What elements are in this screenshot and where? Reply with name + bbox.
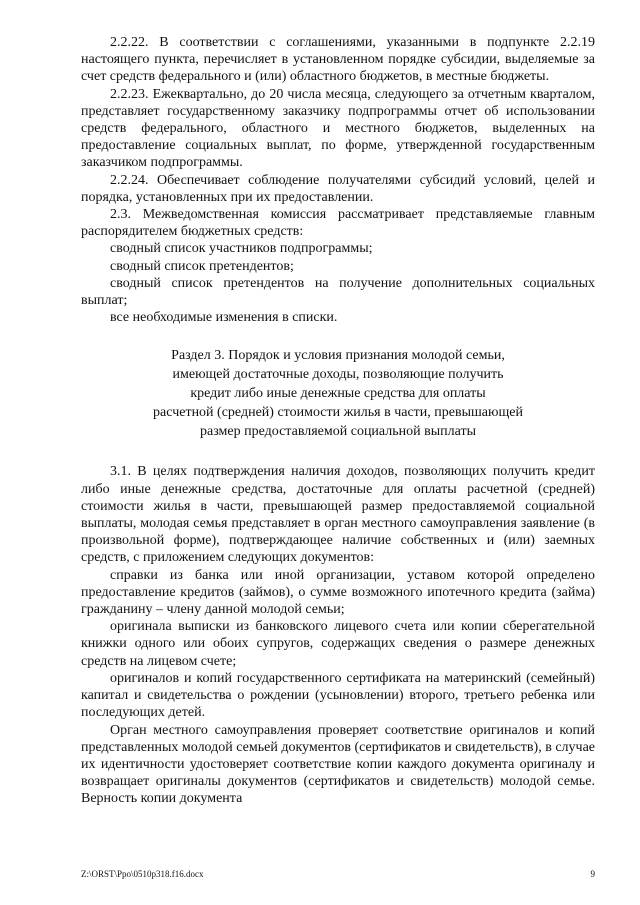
page-number: 9 bbox=[590, 869, 595, 879]
list-item-changes: все необходимые изменения в списки. bbox=[110, 310, 338, 326]
heading-line: размер предоставляемой социальной выплаты bbox=[199, 424, 476, 440]
list-item-maternity-capital: оригиналов и копий государственного сертификата на материнский (семейный) капитал и свидетельства о рождении (усыновлении) второго, третьего ребенка или последующих детей. bbox=[81, 670, 595, 721]
heading-line: кредит либо иные денежные средства для оплаты bbox=[190, 386, 486, 402]
paragraph-2-2-22: 2.2.22. В соответствии с соглашениями, указанными в подпункте 2.2.19 настоящего пункта, перечисляет в установленном порядке субсидии, выделяемые за счет средств федерального и (или) областного бюджетов, в местные бюджеты. bbox=[81, 35, 595, 85]
paragraph-3-1: 3.1. В целях подтверждения наличия доходов, позволяющих получить кредит либо иные денежные средства, достаточные для оплаты расчетной (средней) стоимости жилья в части, превышающей размер предоставляемой социальной выплаты, молодая семья представляет в орган местного самоуправления заявление (в произвольной форме), подтверждающее наличие собственных и (или) заемных средств, с приложением следующих документов: bbox=[81, 464, 595, 566]
heading-line: имеющей достаточные доходы, позволяющие получить bbox=[172, 367, 504, 383]
paragraph-2-2-24: 2.2.24. Обеспечивает соблюдение получателями субсидий условий, целей и порядка, установленных при их предоставлении. bbox=[81, 172, 595, 205]
list-item-account-statement: оригинала выписки из банковского лицевого счета или копии сберегательной книжки одного или обоих супругов, содержащих сведения о размере денежных средств на лицевом счете; bbox=[81, 619, 595, 669]
list-item-participants: сводный список участников подпрограммы; bbox=[110, 241, 373, 257]
list-item-bank-certificate: справки из банка или иной организации, уставом которой определено предоставление кредитов (займов), о сумме возможного ипотечного кредита (займа) гражданину – члену данной молодой семьи; bbox=[81, 567, 595, 618]
footer-file-path: Z:\ORST\Ppo\0510p318.f16.docx bbox=[81, 869, 204, 879]
paragraph-2-2-23: 2.2.23. Ежеквартально, до 20 числа месяца, следующего за отчетным кварталом, представляет государственному заказчику подпрограммы отчет об использовании средств федерального, областного и местного бюджетов, выделенных на предоставление социальных выплат, по форме, утвержденной государственным заказчиком подпрограммы. bbox=[81, 86, 595, 171]
heading-line: Раздел 3. Порядок и условия признания молодой семьи, bbox=[171, 348, 505, 364]
heading-line: расчетной (средней) стоимости жилья в части, превышающей bbox=[153, 405, 523, 421]
list-item-additional-payments: сводный список претендентов на получение дополнительных социальных выплат; bbox=[81, 275, 595, 309]
document-body bbox=[81, 34, 595, 808]
section-3-heading bbox=[81, 346, 595, 441]
list-item-applicants: сводный список претендентов; bbox=[110, 258, 294, 274]
paragraph-document-verification: Орган местного самоуправления проверяет соответствие оригиналов и копий представленных молодой семьей документов (сертификатов и свидетельств), в случае их идентичности удостоверяет соответствие копии каждого документа оригиналу и возвращает оригиналы документов (сертификатов и свидетельств) молодой семье. Верность копии документа bbox=[81, 722, 595, 807]
page-footer bbox=[81, 867, 595, 881]
paragraph-2-3: 2.3. Межведомственная комиссия рассматривает представляемые главным распорядителем бюджетных средств: bbox=[81, 207, 595, 240]
